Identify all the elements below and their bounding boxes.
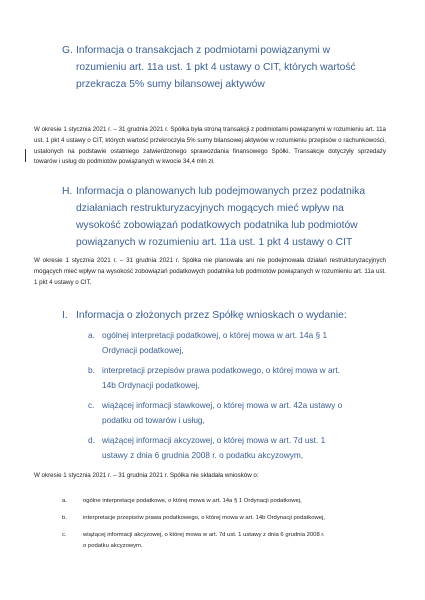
list-item (88, 328, 388, 357)
list-item (88, 433, 388, 462)
list-item-line: wiążącej informacji akcyzowej, o której mowa w art. 7d ust. 1 ustawy z dnia 6 grudnia 2008 r. (83, 532, 325, 538)
list-item-letter: b. (62, 515, 67, 521)
list-item-line: ustawy z dnia 6 grudnia 2008 r. o podatku akcyzowym, (102, 449, 304, 460)
section-i-paragraph: W okresie 1 stycznia 2021 r. – 31 grudnia 2021 r. Spółka nie składała wniosków o: (34, 472, 259, 479)
list-item-line: wiążącej informacji stawkowej, o której mowa w art. 42a ustawy o (102, 400, 343, 410)
section-i-heading-text: Informacja o złożonych przez Spółkę wnioskach o wydanie: (76, 310, 347, 321)
list-item-letter: a. (88, 330, 95, 340)
list-item-line: podatku od towarów i usług, (102, 414, 205, 425)
list-item-letter: d. (88, 435, 95, 445)
list-item (62, 513, 392, 524)
list-item-letter: a. (62, 498, 67, 504)
list-item-line: 14b Ordynacji podatkowej, (102, 379, 200, 390)
section-h-paragraph: W okresie 1 stycznia 2021 r. – 31 grudnia 2021 r. Spółka nie planowała ani nie podejmowała działań restrukturyzacyjnych mogących mieć wpływ na wysokość zobowiązań podatkowych podatnika lub podmiotów powiązanych w rozumieniu art. 11a ust. 1 pkt 4 ustawy o CIT. (34, 257, 386, 286)
section-g-paragraph: W okresie 1 stycznia 2021 r. – 31 grudnia 2021 r. Spółka była stroną transakcji z podmiotami powiązanymi w rozumieniu art. 11a ust. 1 pkt 4 ustawy o CIT, których wartość przekroczyła 5% sumy bilansowej aktywów w rozumieniu przepisów o rachunkowości, ustalonych na podstawie ostatniego zatwierdzonego sprawozdania finansowego Spółki. Transakcje dotyczyły sprzedaży towarów i usług do podmiotów powiązanych w kwocie 34,4 mln zł. (34, 126, 386, 166)
section-g-letter: G. (62, 45, 73, 56)
section-h-heading-line-3: wysokość zobowiązań podatkowych podatnika lub podmiotów (76, 220, 358, 231)
section-i-plain-list (62, 496, 392, 558)
section-g-heading (62, 42, 382, 93)
section-h-letter: H. (62, 186, 73, 197)
list-item (62, 496, 392, 507)
list-item-line: ogólne interpretacje podatkowe, o której mowa w art. 14a § 1 Ordynacji podatkowej, (83, 498, 302, 504)
list-item-line: o podatku akcyzowym. (83, 542, 143, 549)
list-item-line: interpretacji przepisów prawa podatkowego, o której mowa w art. (102, 365, 340, 375)
section-h-heading (62, 183, 392, 251)
list-item-line: Ordynacji podatkowej, (102, 344, 184, 355)
list-item-letter: b. (88, 365, 95, 375)
section-g-heading-line-3: przekracza 5% sumy bilansowej aktywów (76, 79, 265, 90)
section-g-heading-line-1: Informacja o transakcjach z podmiotami powiązanymi w (76, 45, 331, 56)
section-h-heading-line-1: Informacja o planowanych lub podejmowanych przez podatnika (76, 186, 366, 197)
section-i-request-list (88, 328, 388, 468)
section-i-letter: I. (62, 310, 68, 321)
list-item-letter: c. (88, 400, 95, 410)
list-item (88, 363, 388, 392)
list-item-line: wiążącej informacji akcyzowej, o której mowa w art. 7d ust. 1 (102, 435, 326, 445)
section-h-heading-line-2: działaniach restrukturyzacyjnych mogących mieć wpływ na (76, 203, 344, 214)
section-h-heading-line-4: powiązanych w rozumieniu art. 11a ust. 1 pkt 4 ustawy o CIT (76, 237, 353, 248)
section-g-heading-line-2: rozumieniu art. 11a ust. 1 pkt 4 ustawy o CIT, których wartość (76, 62, 356, 73)
list-item-line: interpretacje przepisów prawa podatkowego, o której mowa w art. 14b Ordynacji podatkowej, (83, 515, 325, 521)
list-item-line: ogólnej interpretacji podatkowej, o której mowa w art. 14a § 1 (102, 330, 328, 340)
list-item (62, 530, 392, 551)
section-i-heading (62, 307, 382, 324)
list-item-letter: c. (62, 532, 67, 538)
margin-change-bar (25, 149, 26, 162)
list-item (88, 398, 388, 427)
